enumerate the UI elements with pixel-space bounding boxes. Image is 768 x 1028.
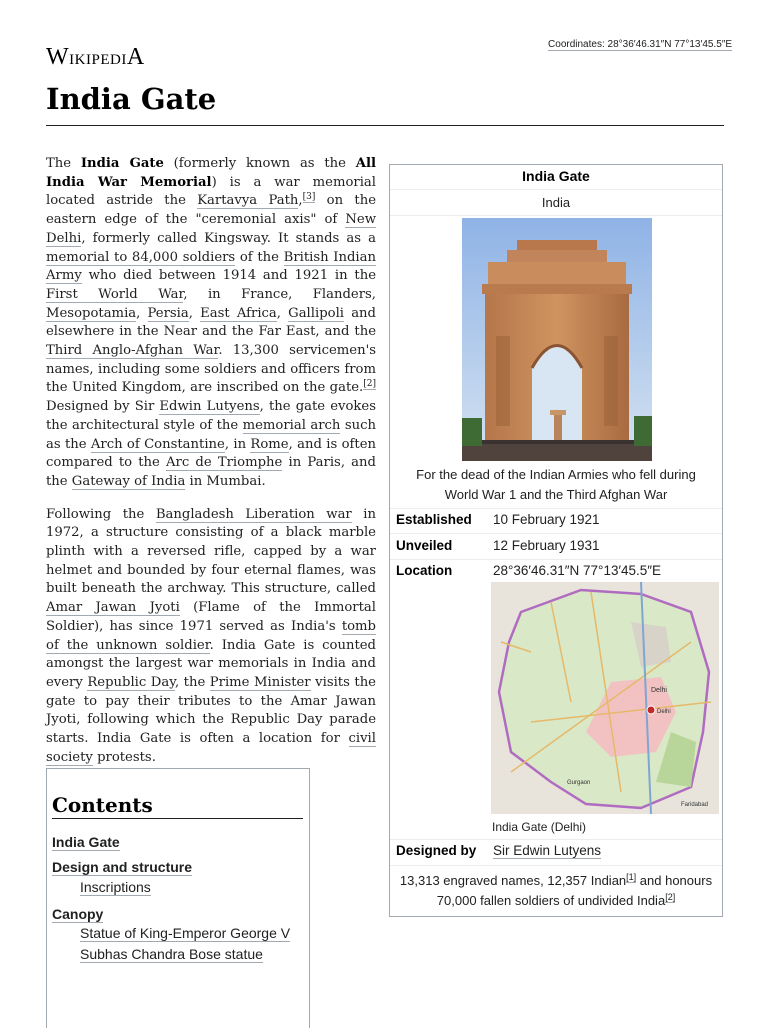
map-label-faridabad: Faridabad: [681, 802, 709, 808]
text: and elsewhere in the Near and the Far East, and the: [46, 305, 376, 340]
title-divider: [46, 125, 724, 126]
link-gallipoli[interactable]: Gallipoli: [288, 305, 345, 321]
text: (formerly known as the: [163, 156, 356, 171]
map-label-delhi: Delhi: [651, 687, 667, 694]
link-rome[interactable]: Rome: [250, 436, 289, 452]
link-civil-society[interactable]: civil society: [46, 731, 376, 765]
infobox-divider: [390, 215, 722, 216]
toc-item-canopy[interactable]: Canopy: [52, 906, 104, 922]
text: in Paris, and the: [46, 455, 376, 489]
infobox-subtitle: India: [541, 195, 571, 210]
text: ) is a war memorial located astride the: [46, 174, 376, 209]
logo-letter-w: W: [46, 44, 70, 70]
infobox-title: India Gate: [522, 168, 590, 184]
text: . India Gate is counted amongst the largest war memorials in India and every: [46, 637, 376, 690]
link-memorial[interactable]: memorial to 84,000 soldiers: [46, 249, 236, 265]
bold-term: All India War Memorial: [46, 156, 376, 190]
text: in Mumbai.: [185, 473, 266, 489]
text: ,: [276, 305, 289, 321]
row-value: 12 February 1931: [493, 538, 600, 553]
link-bangladesh-liberation-war[interactable]: Bangladesh Liberation war: [155, 506, 352, 522]
text: in 1972, a structure consisting of a black marble plinth with a reversed rifle, capped by a war helmet and bounded by four eternal flames, was built beneath the archway. This structure, called: [46, 506, 376, 597]
text: , in France, Flanders,: [183, 286, 377, 302]
toc-item-design-and-structure[interactable]: Design and structure: [52, 859, 193, 875]
logo-text: ikipedi: [69, 44, 127, 69]
infobox-divider: [390, 189, 722, 190]
row-value: 10 February 1921: [493, 512, 600, 527]
infobox-divider: [390, 533, 722, 534]
toc-item-inscriptions[interactable]: Inscriptions: [80, 879, 151, 895]
map-caption: India Gate (Delhi): [492, 820, 587, 834]
link-new-delhi[interactable]: New Delhi: [46, 212, 376, 246]
row-label: Designed by: [396, 843, 477, 858]
link-memorial-arch[interactable]: memorial arch: [242, 417, 341, 433]
text: , the: [174, 674, 210, 690]
text: ,: [298, 193, 303, 209]
text: , in: [224, 436, 251, 452]
link-mesopotamia[interactable]: Mesopotamia: [46, 305, 137, 321]
paragraph-1: [46, 155, 376, 492]
row-label: Location: [396, 563, 453, 578]
reference-link[interactable]: [3]: [302, 192, 316, 203]
link-edwin-lutyens[interactable]: Sir Edwin Lutyens: [493, 843, 602, 858]
text: who died between 1914 and 1921 in the: [81, 268, 376, 284]
infobox-divider: [390, 839, 722, 840]
photo-caption: For the dead of the Indian Armies who fell during World War 1 and the Third Afghan War: [416, 467, 696, 502]
text: , and is often compared to the: [46, 436, 376, 471]
coordinates-text[interactable]: Coordinates: 28°36′46.31″N 77°13′45.5″E: [548, 39, 732, 50]
link-edwin-lutyens[interactable]: Edwin Lutyens: [159, 399, 260, 415]
row-label: Unveiled: [396, 538, 453, 553]
text: protests.: [92, 749, 156, 765]
toc-heading: Contents: [52, 793, 303, 819]
paragraph-2: [46, 506, 376, 768]
link-east-africa[interactable]: East Africa: [200, 305, 277, 321]
text: ,: [188, 305, 201, 321]
text: and honours 70,000 fallen soldiers of undivided India: [436, 873, 713, 908]
location-map[interactable]: [491, 582, 719, 814]
reference-link[interactable]: [2]: [665, 891, 676, 902]
link-prime-minister[interactable]: Prime Minister: [209, 674, 311, 690]
link-tomb-of-unknown-soldier[interactable]: tomb of the unknown soldier: [46, 618, 376, 653]
toc-item-subhas-chandra-bose-statue[interactable]: Subhas Chandra Bose statue: [80, 946, 263, 962]
row-label: Established: [396, 512, 472, 527]
table-of-contents: [46, 768, 310, 1028]
link-persia[interactable]: Persia: [147, 305, 189, 321]
reference-link[interactable]: [1]: [626, 871, 637, 882]
text: 13,313 engraved names, 12,357 Indian: [399, 873, 627, 888]
text: ,: [136, 305, 148, 321]
text: such as the: [46, 417, 376, 452]
link-amar-jawan-jyoti[interactable]: Amar Jawan Jyoti: [46, 600, 180, 616]
infobox-divider: [390, 865, 722, 866]
infobox-footer: [396, 871, 716, 911]
text: visits the gate to pay their tributes to the Amar Jawan Jyoti, following which the Republic Day parade starts. India Gate is often a location for: [46, 674, 376, 747]
toc-item-india-gate[interactable]: India Gate: [52, 834, 120, 850]
link-third-anglo-afghan-war[interactable]: Third Anglo-Afghan War: [46, 343, 219, 359]
text: The: [46, 156, 81, 171]
infobox-divider: [390, 508, 722, 509]
text: Following the: [46, 506, 156, 522]
text: on the eastern edge of the "ceremonial axis" of: [46, 193, 376, 228]
coordinates-link[interactable]: [548, 39, 732, 50]
bold-term: India Gate: [80, 156, 164, 171]
map-label-marker: Delhi: [657, 709, 671, 715]
text: , formerly called Kingsway. It stands as a: [81, 230, 376, 246]
wikipedia-logo[interactable]: [46, 44, 145, 71]
text: , the gate evokes the architectural style of the: [46, 399, 376, 433]
text: Designed by Sir: [46, 399, 160, 415]
row-value[interactable]: 28°36′46.31″N 77°13′45.5″E: [493, 563, 662, 578]
india-gate-photo[interactable]: [462, 218, 652, 461]
infobox: [389, 164, 723, 917]
infobox-divider: [390, 559, 722, 560]
map-label-gurgaon: Gurgaon: [567, 780, 591, 786]
text: of the: [235, 249, 284, 265]
link-arch-of-constantine[interactable]: Arch of Constantine: [90, 436, 225, 452]
text: . 13,300 servicemen's names, including some soldiers and officers from the United Kingdom, are inscribed on the gate.: [46, 343, 377, 396]
logo-letter-a: A: [126, 44, 145, 70]
article-body: [46, 155, 376, 782]
link-british-indian-army[interactable]: British Indian Army: [46, 249, 376, 284]
toc-item-statue-george-v[interactable]: Statue of King-Emperor George V: [80, 925, 291, 941]
link-republic-day[interactable]: Republic Day: [87, 674, 175, 690]
link-kartavya-path[interactable]: Kartavya Path: [197, 193, 299, 209]
reference-link[interactable]: [2]: [363, 379, 376, 390]
link-arc-de-triomphe[interactable]: Arc de Triomphe: [166, 455, 283, 471]
link-first-world-war[interactable]: First World War: [46, 286, 184, 302]
text: (Flame of the Immortal Soldier), has since 1971 served as India's: [46, 600, 376, 634]
link-gateway-of-india[interactable]: Gateway of India: [71, 473, 186, 489]
page-title: India Gate: [46, 82, 217, 116]
